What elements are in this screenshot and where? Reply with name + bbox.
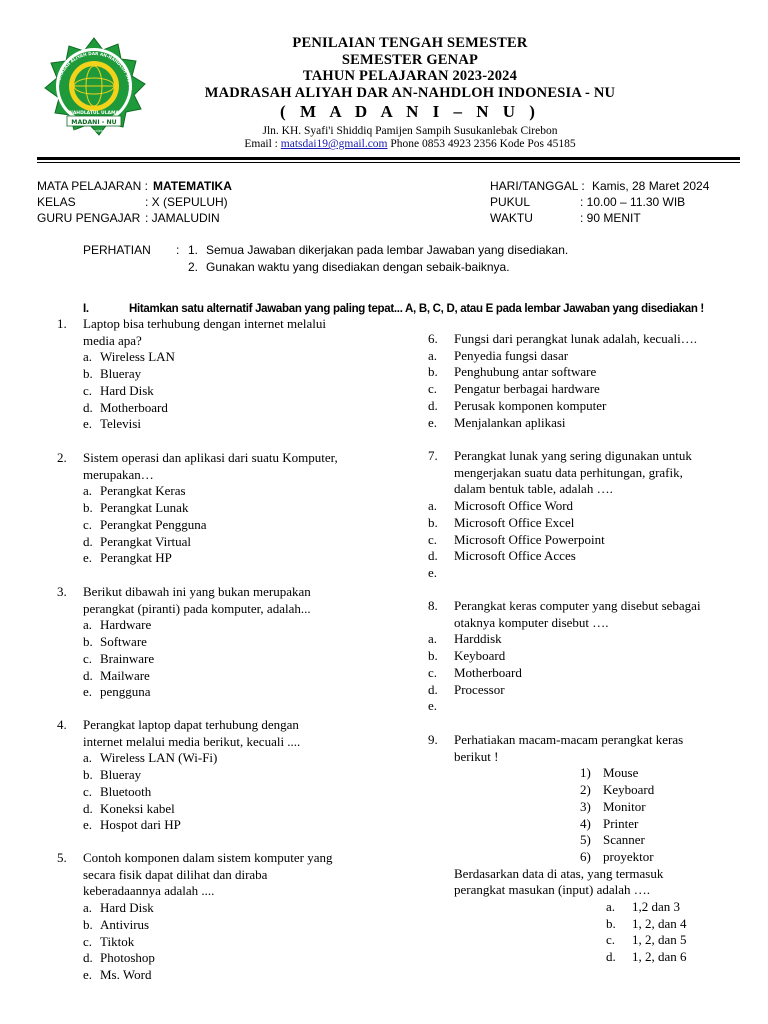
option-letter: b. bbox=[83, 634, 93, 650]
option-letter: b. bbox=[83, 500, 93, 516]
option-letter: d. bbox=[83, 399, 93, 415]
question-stem bbox=[83, 316, 387, 349]
question-stem-line: Berikut dibawah ini yang bukan merupakan bbox=[83, 584, 311, 599]
device-list-item bbox=[580, 799, 743, 816]
device-list-text: Printer bbox=[603, 815, 639, 831]
question-stem bbox=[83, 717, 387, 750]
logo-badge-text: MADANI - NU bbox=[71, 119, 117, 126]
option-text: pengguna bbox=[100, 684, 151, 700]
email-label: Email : bbox=[244, 138, 281, 150]
answer-option bbox=[428, 648, 743, 665]
option-letter: c. bbox=[83, 933, 93, 949]
question-stem-followup bbox=[454, 866, 743, 899]
device-list-item bbox=[580, 832, 743, 849]
option-letter: b. bbox=[428, 514, 438, 530]
exam-info-right bbox=[490, 178, 740, 228]
attention-notes bbox=[83, 242, 743, 278]
question-9 bbox=[428, 732, 743, 966]
answer-option bbox=[83, 416, 387, 433]
question-stem bbox=[454, 331, 743, 348]
question-stem-line: mengerjakan suatu data perhitungan, grafik, bbox=[454, 464, 683, 480]
option-letter: e. bbox=[83, 550, 93, 566]
attention-note-number: 2. bbox=[188, 260, 199, 274]
question-stem-line: secara fisik dapat dilihat dan diraba bbox=[83, 866, 268, 882]
option-letter: e. bbox=[83, 966, 93, 982]
option-text: Motherboard bbox=[454, 664, 522, 680]
subject-label: MATA PELAJARAN : bbox=[37, 179, 148, 193]
duration-value: : 90 MENIT bbox=[580, 211, 641, 225]
option-text: Motherboard bbox=[100, 399, 168, 415]
answer-options bbox=[83, 750, 387, 834]
answer-option bbox=[83, 366, 387, 383]
option-letter: c. bbox=[428, 381, 438, 397]
device-list-text: proyektor bbox=[603, 848, 654, 864]
option-text: Mailware bbox=[100, 667, 150, 683]
option-text: Perangkat Pengguna bbox=[100, 516, 207, 532]
device-list-text: Mouse bbox=[603, 765, 639, 781]
option-text: Perangkat Lunak bbox=[100, 500, 189, 516]
option-letter: d. bbox=[83, 533, 93, 549]
option-text: Wireless LAN (Wi-Fi) bbox=[100, 750, 218, 766]
answer-option bbox=[83, 684, 387, 701]
option-text: Bluetooth bbox=[100, 783, 152, 799]
option-text: Koneksi kabel bbox=[100, 800, 175, 816]
answer-option bbox=[83, 383, 387, 400]
answer-option bbox=[83, 934, 387, 951]
device-list bbox=[580, 765, 743, 865]
answer-option bbox=[606, 932, 743, 949]
option-letter: e. bbox=[428, 564, 438, 580]
option-letter: a. bbox=[83, 483, 93, 499]
question-stem-line: Perhatiakan macam-macam perangkat keras bbox=[454, 732, 684, 747]
question-2 bbox=[57, 450, 387, 567]
option-letter: a. bbox=[83, 750, 93, 766]
option-letter: c. bbox=[428, 664, 438, 680]
answer-option bbox=[83, 483, 387, 500]
option-text: Microsoft Office Acces bbox=[454, 548, 576, 564]
answer-option bbox=[428, 682, 743, 699]
answer-option bbox=[83, 349, 387, 366]
option-text: Perusak komponen komputer bbox=[454, 397, 607, 413]
question-stem-line: Contoh komponen dalam sistem komputer yang bbox=[83, 850, 333, 865]
option-letter: d. bbox=[428, 397, 438, 413]
phone-postcode: Phone 0853 4923 2356 Kode Pos 45185 bbox=[387, 138, 576, 150]
answer-option bbox=[428, 548, 743, 565]
question-stem bbox=[454, 598, 743, 631]
option-letter: c. bbox=[83, 650, 93, 666]
option-letter: d. bbox=[83, 800, 93, 816]
question-8 bbox=[428, 598, 743, 715]
device-list-item bbox=[580, 782, 743, 799]
exam-title: PENILAIAN TENGAH SEMESTER bbox=[292, 35, 528, 51]
section-instruction bbox=[83, 302, 743, 316]
question-number: 5. bbox=[57, 850, 67, 865]
exam-info-left bbox=[37, 178, 457, 228]
class-value: : X (SEPULUH) bbox=[145, 195, 228, 209]
answer-option bbox=[83, 534, 387, 551]
date-value: Kamis, 28 Maret 2024 bbox=[592, 179, 710, 193]
semester-title: SEMESTER GENAP bbox=[341, 51, 479, 68]
device-list-text: Keyboard bbox=[603, 782, 655, 798]
logo-ring-text: MADRASAH ALIYAH DAR AN-NAHDLOH INDON bbox=[55, 50, 134, 90]
answer-option bbox=[606, 916, 743, 933]
option-letter: d. bbox=[83, 667, 93, 683]
option-letter: a. bbox=[83, 617, 93, 633]
time-label: PUKUL bbox=[490, 195, 531, 209]
teacher-value: : JAMALUDIN bbox=[145, 211, 220, 225]
question-stem bbox=[83, 450, 387, 483]
question-stem-line: Sistem operasi dan aplikasi dari suatu Komputer, bbox=[83, 450, 338, 465]
option-text: Blueray bbox=[100, 366, 142, 382]
answer-option bbox=[428, 348, 743, 365]
question-stem-line: Berdasarkan data di atas, yang termasuk bbox=[454, 865, 664, 881]
option-text: Microsoft Office Word bbox=[454, 498, 574, 514]
answer-option bbox=[83, 400, 387, 417]
answer-options bbox=[428, 498, 743, 582]
subject-value: MATEMATIKA bbox=[153, 179, 232, 193]
answer-options bbox=[83, 349, 387, 433]
question-4 bbox=[57, 717, 387, 834]
question-number: 1. bbox=[57, 316, 67, 331]
option-text: Penyedia fungsi dasar bbox=[454, 347, 569, 363]
option-letter: d. bbox=[606, 949, 616, 965]
option-letter: a. bbox=[428, 631, 438, 647]
answer-option bbox=[83, 950, 387, 967]
option-letter: a. bbox=[83, 900, 93, 916]
option-text: Hospot dari HP bbox=[100, 817, 181, 833]
option-text: 1, 2, dan 5 bbox=[632, 932, 687, 948]
answer-options bbox=[428, 631, 743, 715]
answer-options bbox=[606, 899, 743, 966]
academic-year-title: TAHUN PELAJARAN 2023-2024 bbox=[302, 68, 518, 84]
section-instruction-text: Hitamkan satu alternatif Jawaban yang paling tepat... A, B, C, D, atau E pada lembar Jawaban yang disediakan ! bbox=[129, 303, 704, 315]
option-letter: c. bbox=[428, 531, 438, 547]
device-list-item bbox=[580, 765, 743, 782]
device-list-number: 2) bbox=[580, 782, 591, 798]
question-stem-line: perangkat (piranti) pada komputer, adalah... bbox=[83, 600, 311, 616]
answer-option bbox=[428, 532, 743, 549]
option-text: Harddisk bbox=[454, 631, 502, 647]
answer-option bbox=[428, 398, 743, 415]
question-stem bbox=[83, 850, 387, 900]
question-stem-line: Perangkat keras computer yang disebut sebagai bbox=[454, 598, 701, 613]
attention-label: PERHATIAN bbox=[83, 243, 151, 257]
question-1 bbox=[57, 316, 387, 433]
question-3 bbox=[57, 584, 387, 701]
device-list-text: Monitor bbox=[603, 798, 646, 814]
section-number: I. bbox=[83, 303, 89, 315]
option-text: Televisi bbox=[100, 416, 141, 432]
option-letter: b. bbox=[428, 648, 438, 664]
question-7 bbox=[428, 448, 743, 582]
option-text: Perangkat HP bbox=[100, 550, 172, 566]
option-text: 1, 2, dan 4 bbox=[632, 915, 687, 931]
answer-option bbox=[83, 767, 387, 784]
school-logo bbox=[37, 36, 151, 138]
email-link[interactable]: matsdai19@gmail.com bbox=[280, 138, 388, 150]
attention-note-text: Gunakan waktu yang disediakan dengan sebaik-baiknya. bbox=[206, 260, 510, 274]
option-text: Microsoft Office Powerpoint bbox=[454, 531, 605, 547]
question-stem-line: internet melalui media berikut, kecuali .... bbox=[83, 733, 301, 749]
question-number: 9. bbox=[428, 732, 438, 747]
question-stem-line: media apa? bbox=[83, 332, 142, 348]
answer-option bbox=[83, 817, 387, 834]
question-number: 3. bbox=[57, 584, 67, 599]
option-letter: a. bbox=[606, 899, 616, 915]
contact-line bbox=[160, 137, 660, 152]
attention-colon: : bbox=[176, 243, 180, 257]
school-name: MADRASAH ALIYAH DAR AN-NAHDLOH INDONESIA - NU bbox=[204, 84, 616, 101]
answer-option bbox=[428, 364, 743, 381]
answer-options bbox=[83, 617, 387, 701]
answer-option bbox=[83, 900, 387, 917]
answer-options bbox=[83, 483, 387, 567]
option-text: Tiktok bbox=[100, 933, 135, 949]
option-letter: c. bbox=[83, 382, 93, 398]
option-letter: b. bbox=[83, 916, 93, 932]
school-logo-emblem bbox=[37, 36, 151, 138]
logo-lower-text: NAHDLATUL ULAMA bbox=[69, 111, 119, 116]
option-text: Software bbox=[100, 634, 147, 650]
answer-option bbox=[428, 665, 743, 682]
device-list-number: 3) bbox=[580, 798, 591, 814]
answer-options bbox=[428, 348, 743, 432]
question-stem-line: dalam bentuk table, adalah …. bbox=[454, 481, 613, 497]
answer-option bbox=[83, 967, 387, 984]
question-stem-line: Laptop bisa terhubung dengan internet melalui bbox=[83, 316, 326, 331]
answer-option bbox=[606, 949, 743, 966]
option-letter: e. bbox=[83, 416, 93, 432]
question-stem-line: Perangkat lunak yang sering digunakan untuk bbox=[454, 448, 692, 463]
option-text: Hard Disk bbox=[100, 382, 154, 398]
question-number: 7. bbox=[428, 448, 438, 463]
option-text: Microsoft Office Excel bbox=[454, 514, 575, 530]
answer-option bbox=[428, 415, 743, 432]
answer-option bbox=[83, 784, 387, 801]
answer-option bbox=[428, 381, 743, 398]
question-stem bbox=[454, 448, 743, 498]
option-letter: a. bbox=[428, 498, 438, 514]
answer-option bbox=[83, 550, 387, 567]
option-letter: d. bbox=[83, 950, 93, 966]
question-stem-line: berikut ! bbox=[454, 748, 499, 764]
option-text: Ms. Word bbox=[100, 966, 152, 982]
answer-option bbox=[83, 500, 387, 517]
option-text: Hardware bbox=[100, 617, 152, 633]
option-letter: b. bbox=[606, 915, 616, 931]
answer-options bbox=[83, 900, 387, 984]
attention-note-number: 1. bbox=[188, 243, 199, 257]
question-stem-line: Fungsi dari perangkat lunak adalah, kecuali…. bbox=[454, 331, 697, 346]
question-stem-line: merupakan… bbox=[83, 466, 154, 482]
class-label: KELAS bbox=[37, 195, 76, 209]
option-letter: e. bbox=[428, 698, 438, 714]
question-stem bbox=[454, 732, 743, 765]
option-letter: d. bbox=[428, 681, 438, 697]
option-text: 1, 2, dan 6 bbox=[632, 949, 687, 965]
option-letter: c. bbox=[83, 783, 93, 799]
device-list-number: 1) bbox=[580, 765, 591, 781]
answer-option bbox=[428, 498, 743, 515]
option-letter: a. bbox=[83, 349, 93, 365]
option-text: 1,2 dan 3 bbox=[632, 899, 681, 915]
question-5 bbox=[57, 850, 387, 984]
option-letter: b. bbox=[83, 366, 93, 382]
answer-option bbox=[83, 750, 387, 767]
question-stem bbox=[83, 584, 387, 617]
device-list-item bbox=[580, 849, 743, 866]
answer-option bbox=[83, 634, 387, 651]
option-text: Menjalankan aplikasi bbox=[454, 414, 566, 430]
question-stem-line: perangkat masukan (input) adalah …. bbox=[454, 882, 651, 898]
option-text: Antivirus bbox=[100, 916, 150, 932]
question-stem-line: otaknya komputer disebut …. bbox=[454, 614, 609, 630]
option-letter: e. bbox=[428, 414, 438, 430]
school-brand: ( M A D A N I – N U ) bbox=[280, 102, 540, 121]
answer-option bbox=[83, 668, 387, 685]
device-list-number: 4) bbox=[580, 815, 591, 831]
header-divider-thick bbox=[37, 157, 740, 160]
answer-option bbox=[428, 565, 743, 582]
question-number: 4. bbox=[57, 717, 67, 732]
answer-option bbox=[606, 899, 743, 916]
option-letter: c. bbox=[606, 932, 616, 948]
answer-option bbox=[83, 517, 387, 534]
attention-note bbox=[188, 242, 568, 259]
option-text: Penghubung antar software bbox=[454, 364, 597, 380]
device-list-number: 5) bbox=[580, 832, 591, 848]
answer-option bbox=[83, 801, 387, 818]
time-value: : 10.00 – 11.30 WIB bbox=[580, 195, 686, 209]
option-text: Hard Disk bbox=[100, 900, 154, 916]
attention-note-text: Semua Jawaban dikerjakan pada lembar Jawaban yang disediakan. bbox=[206, 243, 569, 257]
option-text: Keyboard bbox=[454, 648, 506, 664]
option-letter: d. bbox=[428, 548, 438, 564]
device-list-number: 6) bbox=[580, 848, 591, 864]
option-text: Processor bbox=[454, 681, 505, 697]
header-divider-thin bbox=[37, 162, 740, 163]
duration-label: WAKTU bbox=[490, 211, 533, 225]
device-list-item bbox=[580, 816, 743, 833]
answer-option bbox=[428, 698, 743, 715]
logo-bottom-text: Pamijen - Susukanlebak Cirebon bbox=[66, 129, 122, 133]
option-text: Perangkat Keras bbox=[100, 483, 186, 499]
question-number: 2. bbox=[57, 450, 67, 465]
attention-note bbox=[188, 259, 510, 276]
header-titles bbox=[160, 35, 660, 123]
option-text: Pengatur berbagai hardware bbox=[454, 381, 600, 397]
option-text: Perangkat Virtual bbox=[100, 533, 192, 549]
answer-option bbox=[83, 617, 387, 634]
question-6 bbox=[428, 331, 743, 431]
option-text: Blueray bbox=[100, 767, 142, 783]
answer-option bbox=[428, 515, 743, 532]
answer-option bbox=[83, 917, 387, 934]
option-text: Brainware bbox=[100, 650, 155, 666]
answer-option bbox=[83, 651, 387, 668]
question-stem-line: keberadaannya adalah .... bbox=[83, 883, 215, 899]
option-text: Photoshop bbox=[100, 950, 155, 966]
option-text: Wireless LAN bbox=[100, 349, 175, 365]
question-stem-line: Perangkat laptop dapat terhubung dengan bbox=[83, 717, 299, 732]
option-letter: a. bbox=[428, 347, 438, 363]
device-list-text: Scanner bbox=[603, 832, 645, 848]
date-label: HARI/TANGGAL : bbox=[490, 179, 585, 193]
question-number: 8. bbox=[428, 598, 438, 613]
teacher-label: GURU PENGAJAR bbox=[37, 211, 141, 225]
school-address: Jln. KH. Syafi'i Shiddiq Pamijen Sampih Susukanlebak Cirebon bbox=[262, 125, 558, 137]
answer-option bbox=[428, 631, 743, 648]
option-letter: e. bbox=[83, 684, 93, 700]
option-letter: b. bbox=[83, 767, 93, 783]
option-letter: b. bbox=[428, 364, 438, 380]
question-number: 6. bbox=[428, 331, 438, 346]
option-letter: e. bbox=[83, 817, 93, 833]
option-letter: c. bbox=[83, 516, 93, 532]
